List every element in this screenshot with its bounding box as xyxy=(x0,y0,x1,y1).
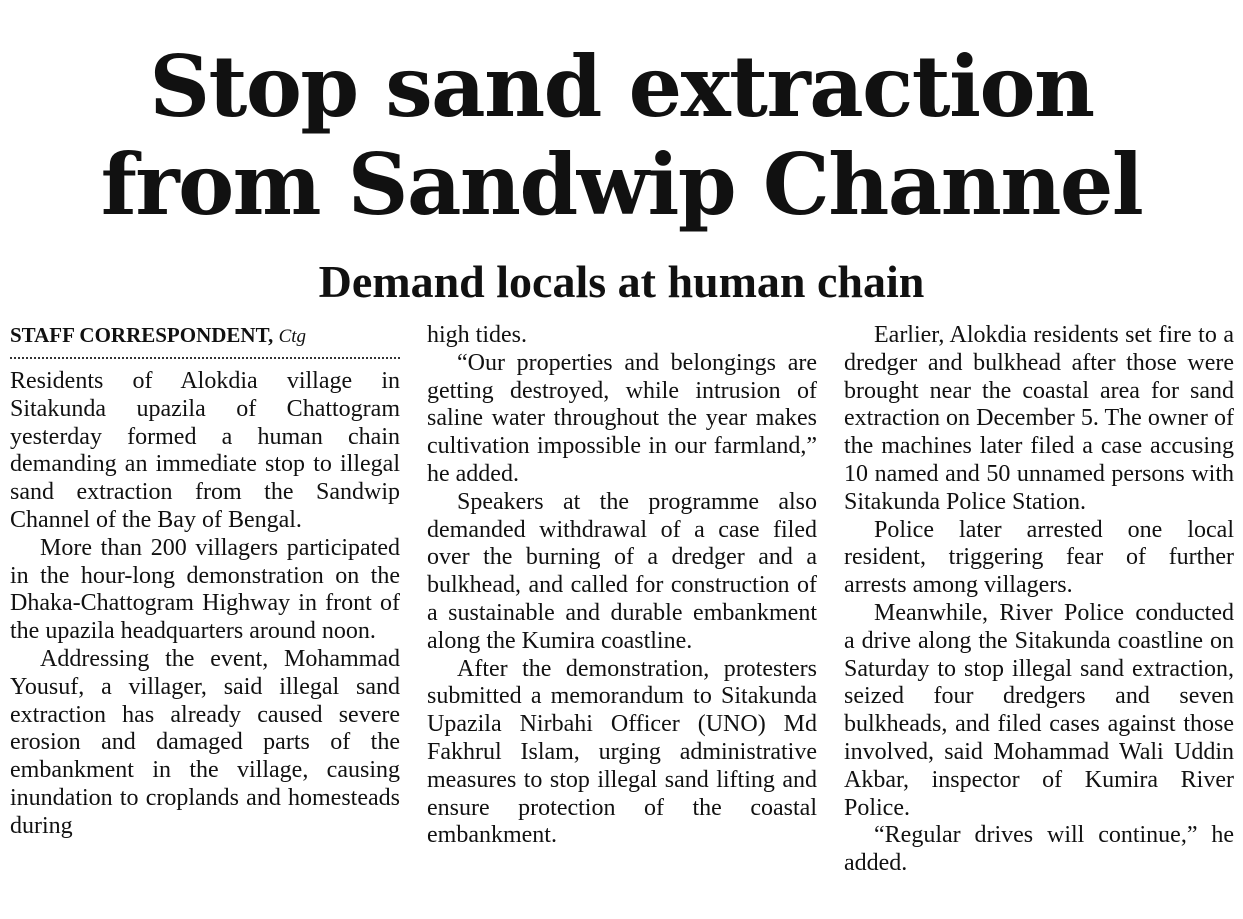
article-column-1 xyxy=(10,322,400,841)
paragraph: More than 200 villagers participated in the hour-long demonstration on the Dhaka-Chattogram Highway in front of the upazila headquarters around noon. xyxy=(10,534,400,645)
paragraph: Meanwhile, River Police conducted a drive along the Sitakunda coastline on Saturday to stop illegal sand extraction, seized four dredgers and seven bulkheads, and filed cases against those involved, said Mohammad Wali Uddin Akbar, inspector of Kumira River Police. xyxy=(844,599,1234,821)
paragraph: Residents of Alokdia village in Sitakunda upazila of Chattogram yesterday formed a human chain demanding an immediate stop to illegal sand extraction from the Sandwip Channel of the Bay of Bengal. xyxy=(10,368,400,533)
paragraph: Police later arrested one local resident, triggering fear of further arrests among villagers. xyxy=(844,516,1234,599)
headline-line-2: from Sandwip Channel xyxy=(100,135,1143,234)
headline-line-1: Stop sand extraction xyxy=(149,37,1094,136)
byline-divider xyxy=(10,357,400,359)
article-column-2 xyxy=(427,322,817,850)
byline-author: STAFF CORRESPONDENT, xyxy=(10,323,274,347)
paragraph: After the demonstration, protesters submitted a memorandum to Sitakunda Upazila Nirbahi Officer (UNO) Md Fakhrul Islam, urging administrative measures to stop illegal sand lifting and ensure protection of the coastal embankment. xyxy=(427,655,817,849)
paragraph: high tides. xyxy=(427,322,527,348)
paragraph: Earlier, Alokdia residents set fire to a dredger and bulkhead after those were brought near the coastal area for sand extraction on December 5. The owner of the machines later filed a case accusing 10 named and 50 unnamed persons with Sitakunda Police Station. xyxy=(844,322,1234,515)
byline-location: Ctg xyxy=(278,326,307,347)
paragraph: “Regular drives will continue,” he added. xyxy=(844,822,1234,877)
paragraph: “Our properties and belongings are getting destroyed, while intrusion of saline water throughout the year makes cultivation impossible in our farmland,” he added. xyxy=(427,349,817,487)
article-column-3 xyxy=(844,322,1234,878)
byline xyxy=(10,322,400,350)
paragraph: Speakers at the programme also demanded withdrawal of a case filed over the burning of a dredger and a bulkhead, and called for construction of a sustainable and durable embankment along the Kumira coastline. xyxy=(427,488,817,654)
paragraph: Addressing the event, Mohammad Yousuf, a villager, said illegal sand extraction has already caused severe erosion and damaged parts of the embankment in the village, causing inundation to croplands and homesteads during xyxy=(10,645,400,839)
subheadline: Demand locals at human chain xyxy=(318,256,925,307)
